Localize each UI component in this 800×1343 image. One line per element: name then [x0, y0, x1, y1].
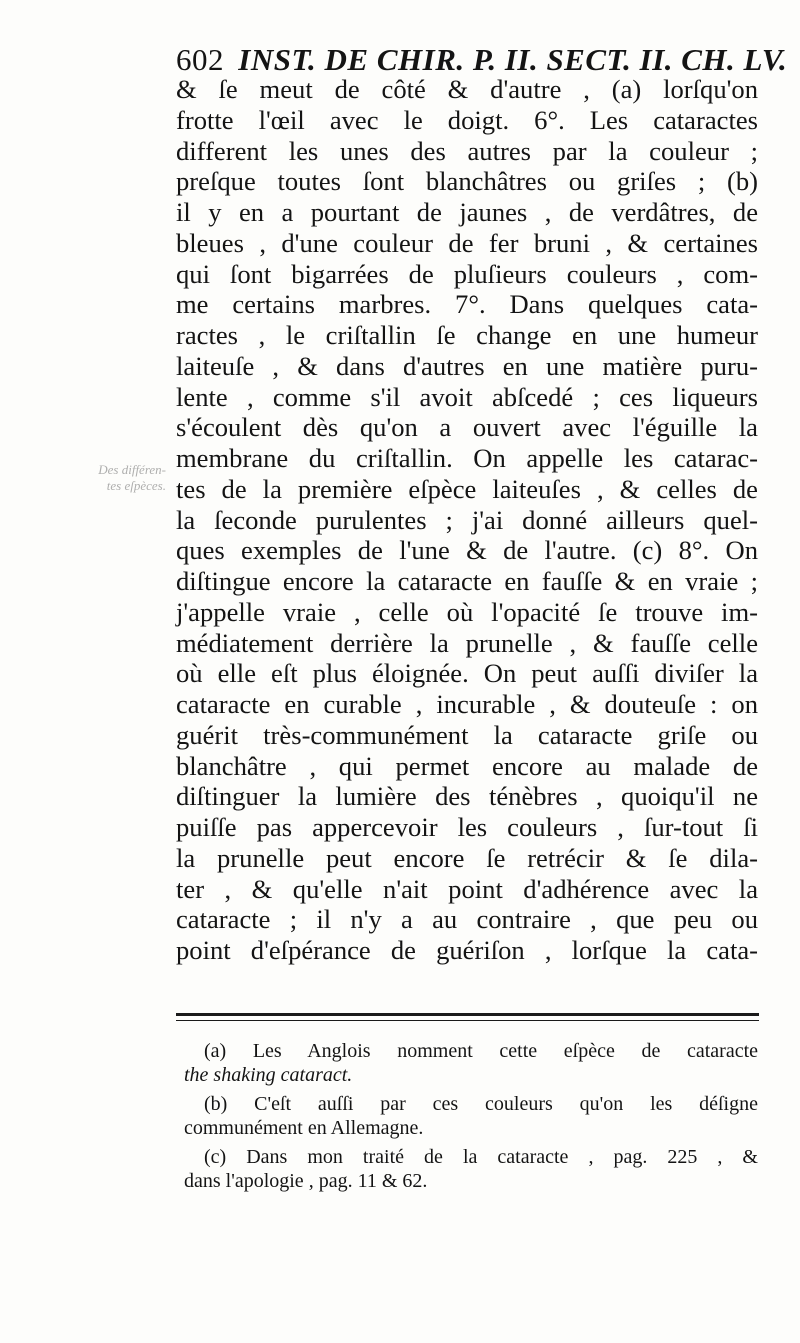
body-line: cataracte en curable , incurable , & douteuſe : on [176, 689, 758, 719]
footnote-rule [176, 1020, 759, 1021]
margin-note [58, 462, 166, 494]
body-line: ter , & qu'elle n'ait point d'adhérence avec la [176, 873, 758, 904]
body-text [176, 74, 758, 966]
body-line: & ſe meut de côté & d'autre , (a) lorſqu'on [176, 74, 758, 104]
body-line: guérit très-communément la cataracte griſe ou [176, 719, 758, 750]
body-line: tes de la première eſpèce laiteuſes , & celles de [176, 473, 758, 504]
footnote-line: (b) C'eſt auſſi par ces couleurs qu'on les déſigne [204, 1093, 758, 1115]
body-line: où elle eſt plus éloignée. On peut auſſi diviſer la [176, 658, 758, 689]
page-number: 602 [176, 42, 224, 77]
footnote-line: communément en Allemagne. [184, 1117, 424, 1139]
body-line: diſtinguer la lumière des ténèbres , quoiqu'il ne [176, 781, 758, 812]
running-header [176, 42, 788, 78]
footnote-line: (c) Dans mon traité de la cataracte , pag. 225 , & [204, 1146, 758, 1168]
footnote-line: dans l'apologie , pag. 11 & 62. [184, 1170, 428, 1192]
body-line: diſtingue encore la cataracte en fauſſe & en vraie ; [176, 566, 758, 596]
body-line: s'écoulent dès qu'on a ouvert avec l'éguille la [176, 412, 758, 443]
footnote-line: (a) Les Anglois nomment cette eſpèce de cataracte [204, 1040, 758, 1062]
body-line: la ſeconde purulentes ; j'ai donné ailleurs quel- [176, 504, 758, 535]
margin-note-line: tes eſpèces. [106, 478, 166, 493]
body-line: me certains marbres. 7°. Dans quelques cata- [176, 289, 758, 320]
footnote-rule [176, 1013, 759, 1016]
footnote-line: the shaking cataract. [184, 1064, 353, 1086]
body-line: qui ſont bigarrées de pluſieurs couleurs , com- [176, 258, 758, 289]
body-line: different les unes des autres par la couleur ; [176, 135, 758, 166]
footnotes [184, 1039, 758, 1193]
margin-note-line: Des différen- [98, 462, 166, 477]
body-line: preſque toutes ſont blanchâtres ou griſes ; (b) [176, 166, 758, 197]
body-line: puiſſe pas appercevoir les couleurs , ſur-tout ſi [176, 812, 758, 842]
running-title: INST. DE CHIR. P. II. SECT. II. CH. LV. [238, 42, 788, 77]
body-line: j'appelle vraie , celle où l'opacité ſe trouve im- [176, 596, 758, 627]
body-line: il y en a pourtant de jaunes , de verdâtres, de [176, 197, 758, 227]
body-line: point d'eſpérance de guériſon , lorſque la cata- [176, 935, 758, 965]
body-line: lente , comme s'il avoit abſcedé ; ces liqueurs [176, 381, 758, 412]
body-line: cataracte ; il n'y a au contraire , que peu ou [176, 904, 758, 935]
body-line: blanchâtre , qui permet encore au malade de [176, 750, 758, 781]
body-line: frotte l'œil avec le doigt. 6°. Les cataractes [176, 104, 758, 135]
body-line: bleues , d'une couleur de fer bruni , & certaines [176, 227, 758, 258]
body-line: membrane du criſtallin. On appelle les catarac- [176, 443, 758, 473]
body-line: médiatement derrière la prunelle , & fauſſe celle [176, 627, 758, 658]
body-line: ques exemples de l'une & de l'autre. (c) 8°. On [176, 535, 758, 566]
body-line: laiteuſe , & dans d'autres en une matière puru- [176, 350, 758, 381]
body-line: ractes , le criſtallin ſe change en une humeur [176, 320, 758, 350]
body-line: la prunelle peut encore ſe retrécir & ſe dila- [176, 842, 758, 873]
